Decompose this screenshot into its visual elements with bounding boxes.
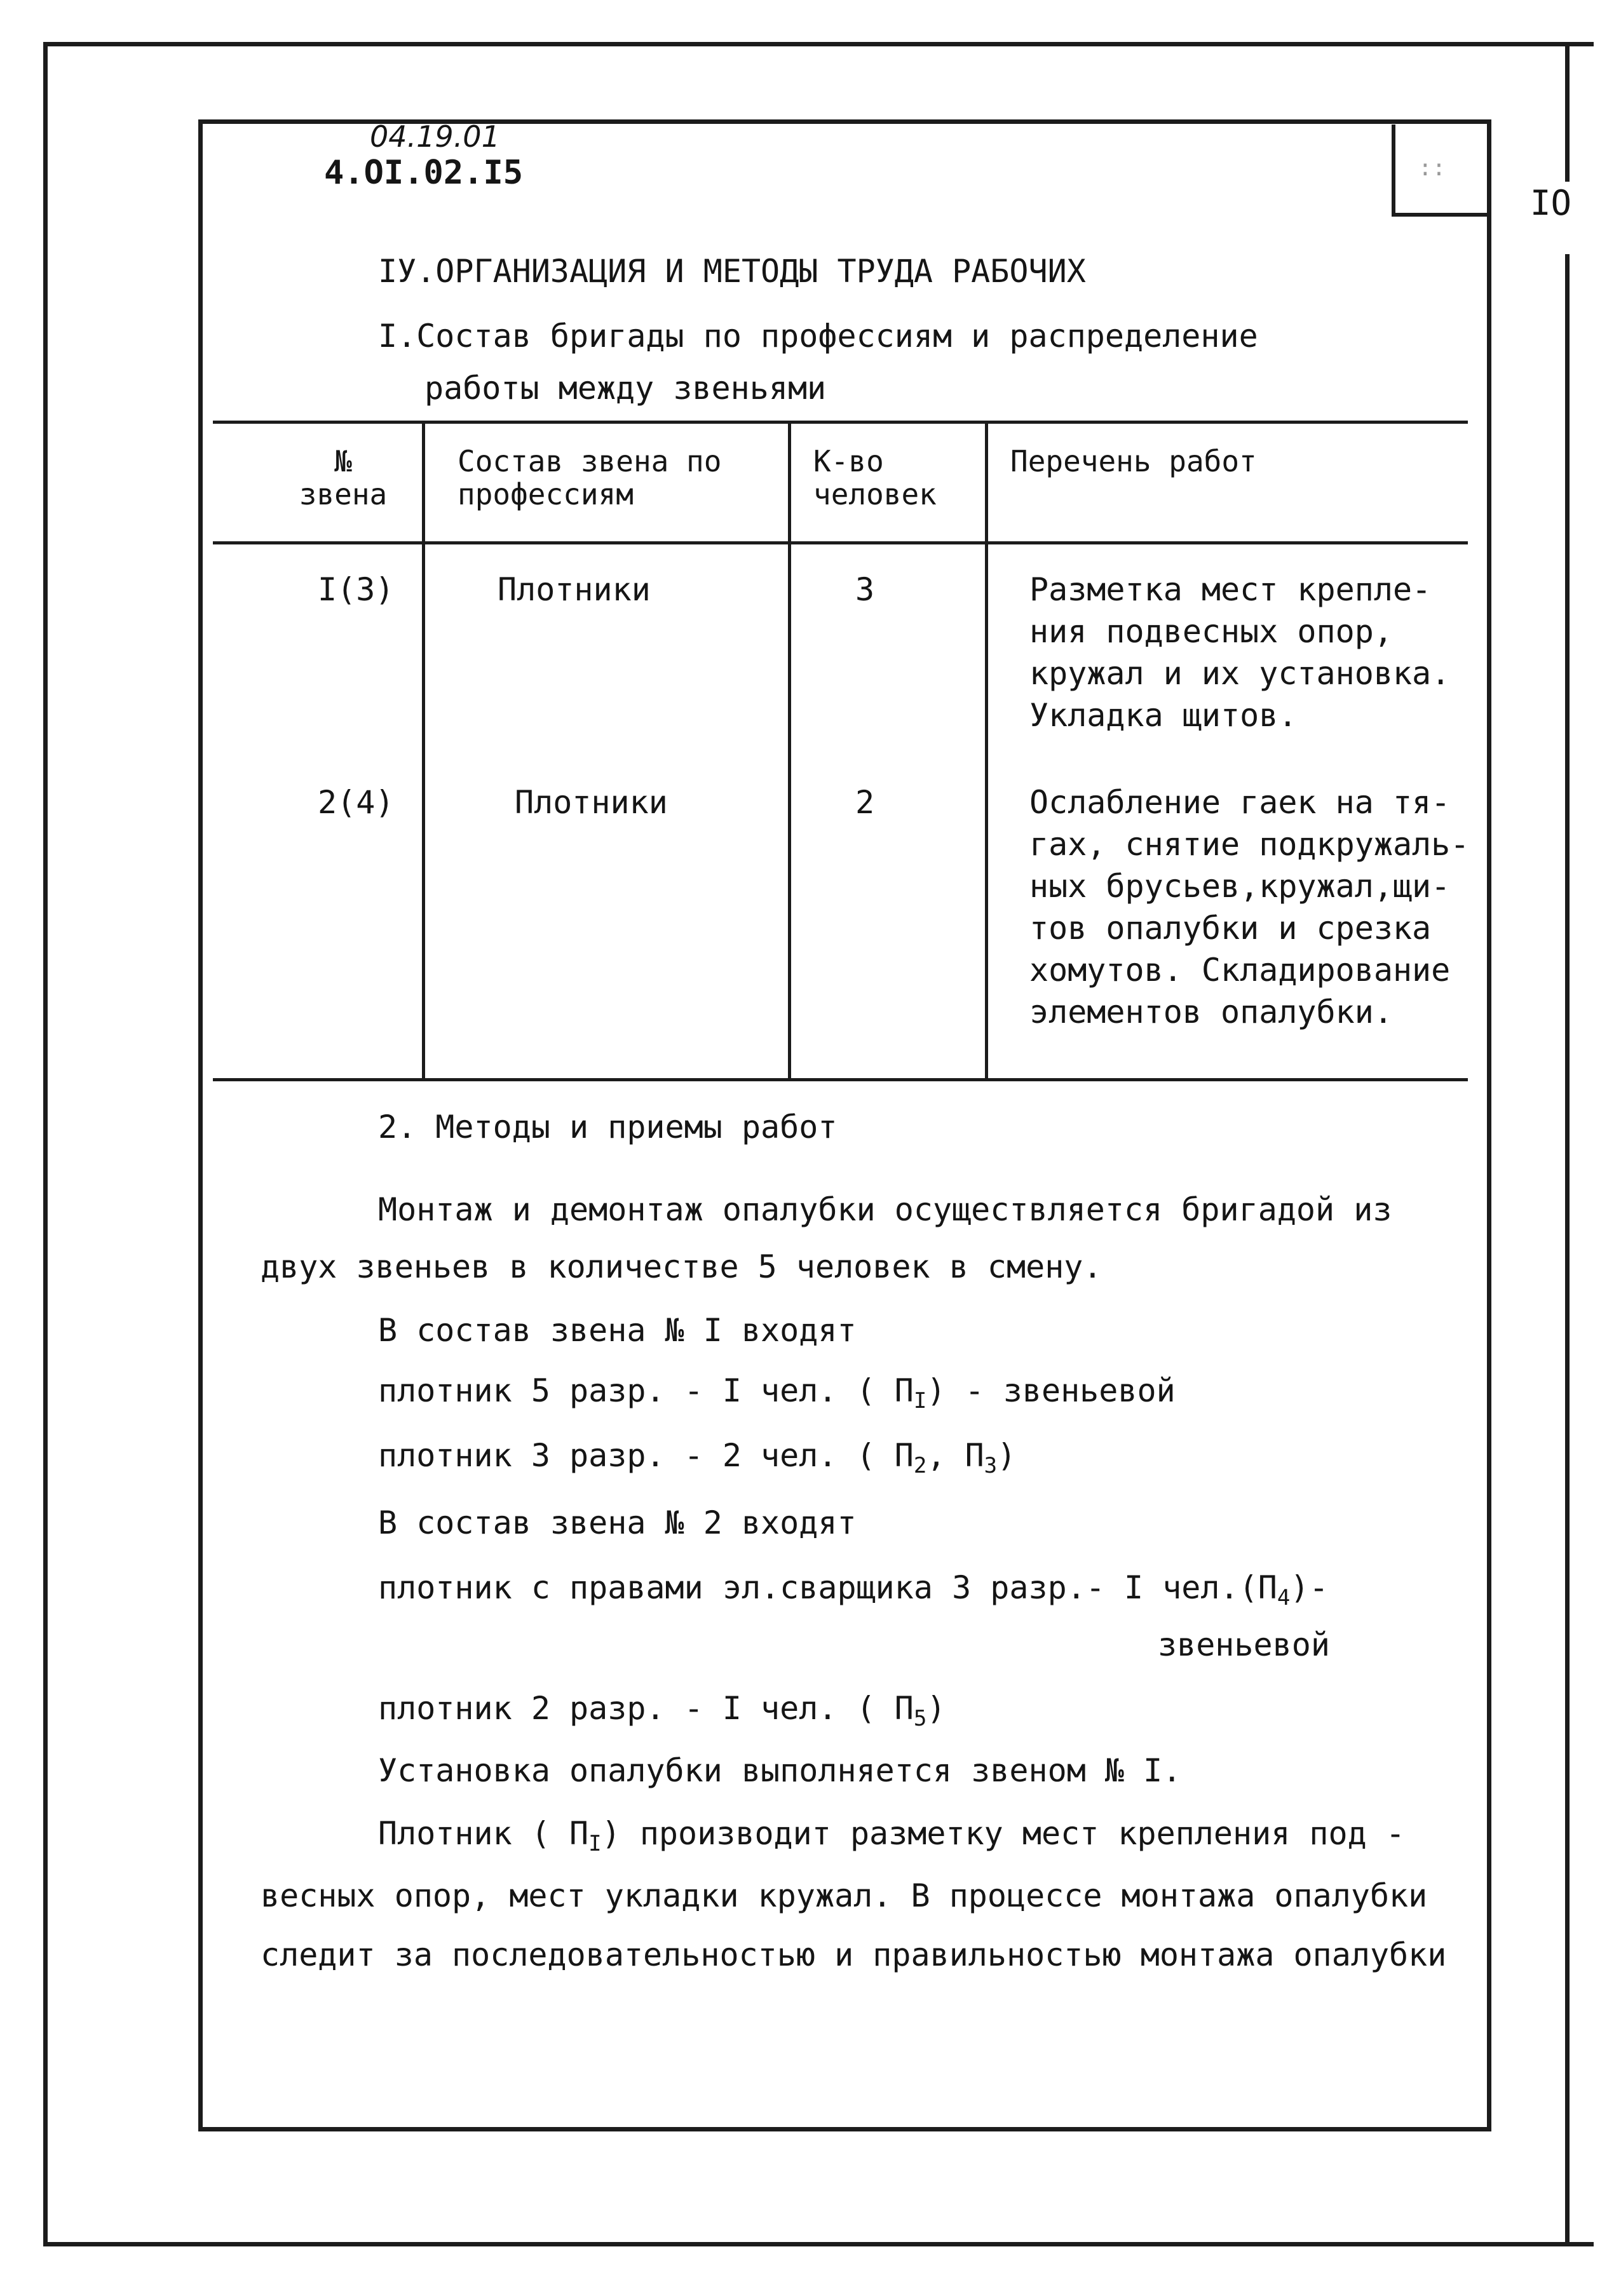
row1-works [1029, 569, 1450, 736]
row2-count: 2 [855, 784, 875, 821]
row2-unit-number: 2(4) [318, 784, 395, 821]
table-col-divider-1 [422, 421, 425, 1081]
row1-unit-number: I(3) [318, 571, 395, 608]
row1-works-line: кружал и их установка. [1029, 655, 1451, 692]
team2-heading: В состав звена № 2 входят [378, 1504, 857, 1541]
row1-works-line: Укладка щитов. [1029, 697, 1298, 734]
team2-member-1: плотник с правами эл.сварщика 3 разр.- I $чел.(П_4)-$ [378, 1569, 1329, 1611]
table-top-rule [213, 421, 1468, 424]
document-code-handwritten: 04.19.01 [370, 119, 500, 154]
team2-member-1-role: звеньевой [1158, 1626, 1330, 1663]
row1-count: 3 [855, 571, 875, 608]
methods-paragraph2-line3: следит за последовательностью и правильностью монтажа опалубки [261, 1936, 1447, 1973]
subsection-title-line2: работы между звеньями [424, 370, 827, 407]
team1-member-1: плотник 5 разр. - I чел. ( $П_I$) - звеньевой [378, 1372, 1176, 1414]
team2-member-2: плотник 2 разр. - I чел. ( $П_5$) [378, 1690, 946, 1731]
row2-works-line: элементов опалубки. [1029, 994, 1393, 1030]
header-unit-number: № звена [299, 444, 388, 511]
row1-works-line: ния подвесных опор, [1029, 613, 1393, 650]
header-composition: Состав звена по профессиям [458, 444, 722, 511]
row2-works-line: ных брусьев,кружал,щи- [1029, 868, 1451, 905]
row2-profession: Плотники [515, 784, 668, 821]
installation-line: Установка опалубки выполняется звеном № I. [378, 1752, 1182, 1789]
sheet-number: IO [1530, 183, 1572, 223]
row2-works-line: хомутов. Складирование [1029, 952, 1451, 989]
table-col-divider-2 [788, 421, 791, 1081]
row2-works-line: тов опалубки и срезка [1029, 910, 1432, 947]
team1-member-2: плотник 3 разр. - 2 чел. ( $П_2$, $П_3$) [378, 1437, 1017, 1478]
methods-paragraph1-line1: Монтаж и демонтаж опалубки осуществляется бригадой из [378, 1191, 1392, 1228]
row2-works-line: Ослабление гаек на тя- [1029, 784, 1451, 821]
row2-works-line: гах, снятие подкружаль- [1029, 826, 1470, 863]
methods-paragraph1-line2: двух звеньев в количестве 5 человек в смену. [261, 1248, 1102, 1285]
methods-heading: 2. Методы и приемы работ [378, 1109, 838, 1145]
row2-works [1029, 781, 1469, 1033]
header-count: К-во человек [813, 444, 937, 511]
methods-paragraph2-line1: Плотник ( $П_I$) производит разметку мест крепления под - [378, 1815, 1405, 1856]
outer-frame-right-lower [1565, 254, 1570, 2246]
row1-works-line: Разметка мест крепле- [1029, 571, 1432, 608]
outer-frame-right-upper [1565, 42, 1570, 182]
header-works: Перечень работ [1010, 444, 1257, 478]
table-header-rule [213, 541, 1468, 544]
document-code: 4.OI.02.I5 [324, 154, 524, 192]
table-bottom-rule [213, 1078, 1468, 1081]
corner-stamp-mark: :: [1418, 155, 1446, 181]
table-col-divider-3 [985, 421, 988, 1081]
section-title: IУ.ОРГАНИЗАЦИЯ И МЕТОДЫ ТРУДА РАБОЧИХ [378, 253, 1086, 290]
row1-profession: Плотники [498, 571, 651, 608]
team1-heading: В состав звена № I входят [378, 1312, 857, 1349]
methods-paragraph2-line2: весных опор, мест укладки кружал. В процессе монтажа опалубки [261, 1877, 1428, 1914]
subsection-title-line1: I.Состав бригады по профессиям и распределение [378, 318, 1258, 355]
